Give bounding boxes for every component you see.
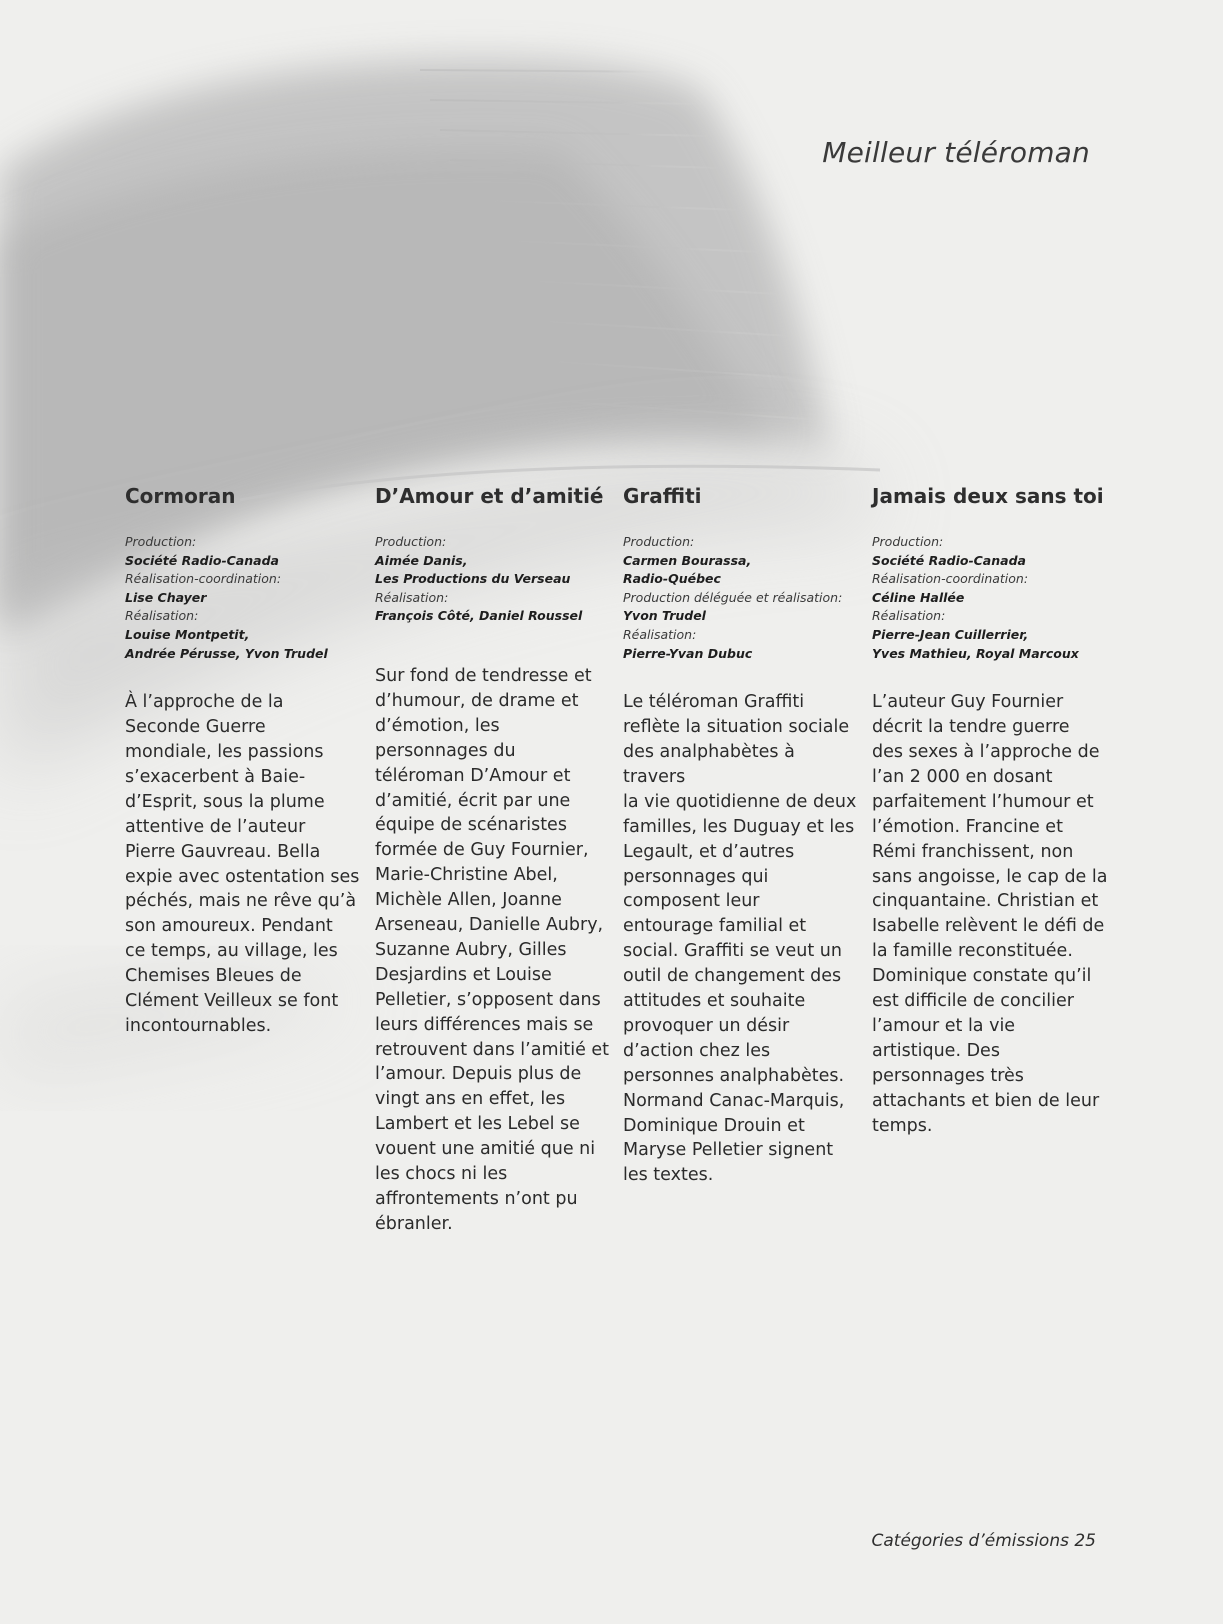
credits-block <box>375 533 611 626</box>
page-title: Meilleur téléroman <box>822 136 1090 169</box>
credit-value: Aimée Danis, Les Productions du Verseau <box>375 552 571 587</box>
credit-value: Société Radio-Canada <box>872 552 1026 568</box>
program-title: Graffiti <box>623 484 702 508</box>
program-column <box>623 482 859 1188</box>
credit-label: Production: <box>125 534 197 549</box>
program-title: Jamais deux sans toi <box>872 484 1104 508</box>
program-description: Sur fond de tendresse et d’humour, de drame et d’émotion, les personnages du téléroman D’Amour et d’amitié, écrit par une équipe de scénaristes formée de Guy Fournier, Marie-Christine Abel, Michèle Allen, Joanne Arseneau, Danielle Aubry, Suzanne Aubry, Gilles Desjardins et Louise Pelletier, s’opposent dans leurs différences mais se retrouvent dans l’amitié et l’amour. Depuis plus de vingt ans en effet, les Lambert et les Lebel se vouent une amitié que ni les chocs ni les affrontements n’ont pu ébranler. <box>375 665 610 1234</box>
credits-block <box>872 533 1108 663</box>
credit-value: Pierre-Yvan Dubuc <box>623 645 753 661</box>
program-title: D’Amour et d’amitié <box>375 484 604 508</box>
credit-value: Yvon Trudel <box>623 608 706 624</box>
credit-label: Réalisation-coordination: <box>872 571 1029 587</box>
credit-label: Production: <box>375 534 447 549</box>
program-column <box>375 482 611 1237</box>
program-column <box>872 482 1108 1138</box>
credit-label: Réalisation: <box>623 626 697 642</box>
program-description: L’auteur Guy Fournier décrit la tendre guerre des sexes à l’approche de l’an 2 000 en dosant parfaitement l’humour et l’émotion. Francine et Rémi franchissent, non sans angoisse, le cap de la cinquantaine. Christian et Isabelle relèvent le défi de la famille reconstituée. Dominique constate qu’il est difficile de concilier l’amour et la vie artistique. Des personnages très attachants et bien de leur temps. <box>872 692 1108 1136</box>
page-footer: Catégories d’émissions 25 <box>871 1531 1096 1551</box>
credit-label: Production: <box>872 534 944 549</box>
program-description: Le téléroman Graffiti reflète la situation sociale des analphabètes à travers la vie quotidienne de deux familles, les Duguay et les Legault, et d’autres personnages qui composent leur entourage familial et social. Graffiti se veut un outil de changement des attitudes et souhaite provoquer un désir d’action chez les personnes analphabètes. Normand Canac-Marquis, Dominique Drouin et Maryse Pelletier signent les textes. <box>623 692 857 1186</box>
credit-value: Louise Montpetit, Andrée Pérusse, Yvon Trudel <box>125 626 328 661</box>
credit-label: Réalisation: <box>125 608 199 624</box>
program-column <box>125 482 361 1039</box>
credit-value: Lise Chayer <box>125 589 207 605</box>
credit-value: Céline Hallée <box>872 589 965 605</box>
credit-value: Carmen Bourassa, Radio-Québec <box>623 552 752 587</box>
credit-value: Pierre-Jean Cuillerrier, Yves Mathieu, Royal Marcoux <box>872 626 1079 661</box>
credit-label: Réalisation: <box>375 589 449 605</box>
program-description: À l’approche de la Seconde Guerre mondiale, les passions s’exacerbent à Baie- d’Esprit, sous la plume attentive de l’auteur Pierre Gauvreau. Bella expie avec ostentation ses péchés, mais ne rêve qu’à son amoureux. Pendant ce temps, au village, les Chemises Bleues de Clément Veilleux se font incontournables. <box>125 692 360 1036</box>
credits-block <box>623 533 859 663</box>
credit-label: Réalisation: <box>872 608 946 624</box>
credit-label: Production déléguée et réalisation: <box>623 589 843 605</box>
credit-value: Société Radio-Canada <box>125 552 279 568</box>
program-title: Cormoran <box>125 484 236 508</box>
credit-label: Production: <box>623 534 695 549</box>
credit-label: Réalisation-coordination: <box>125 571 282 587</box>
credits-block <box>125 533 361 663</box>
credit-value: François Côté, Daniel Roussel <box>375 608 583 624</box>
